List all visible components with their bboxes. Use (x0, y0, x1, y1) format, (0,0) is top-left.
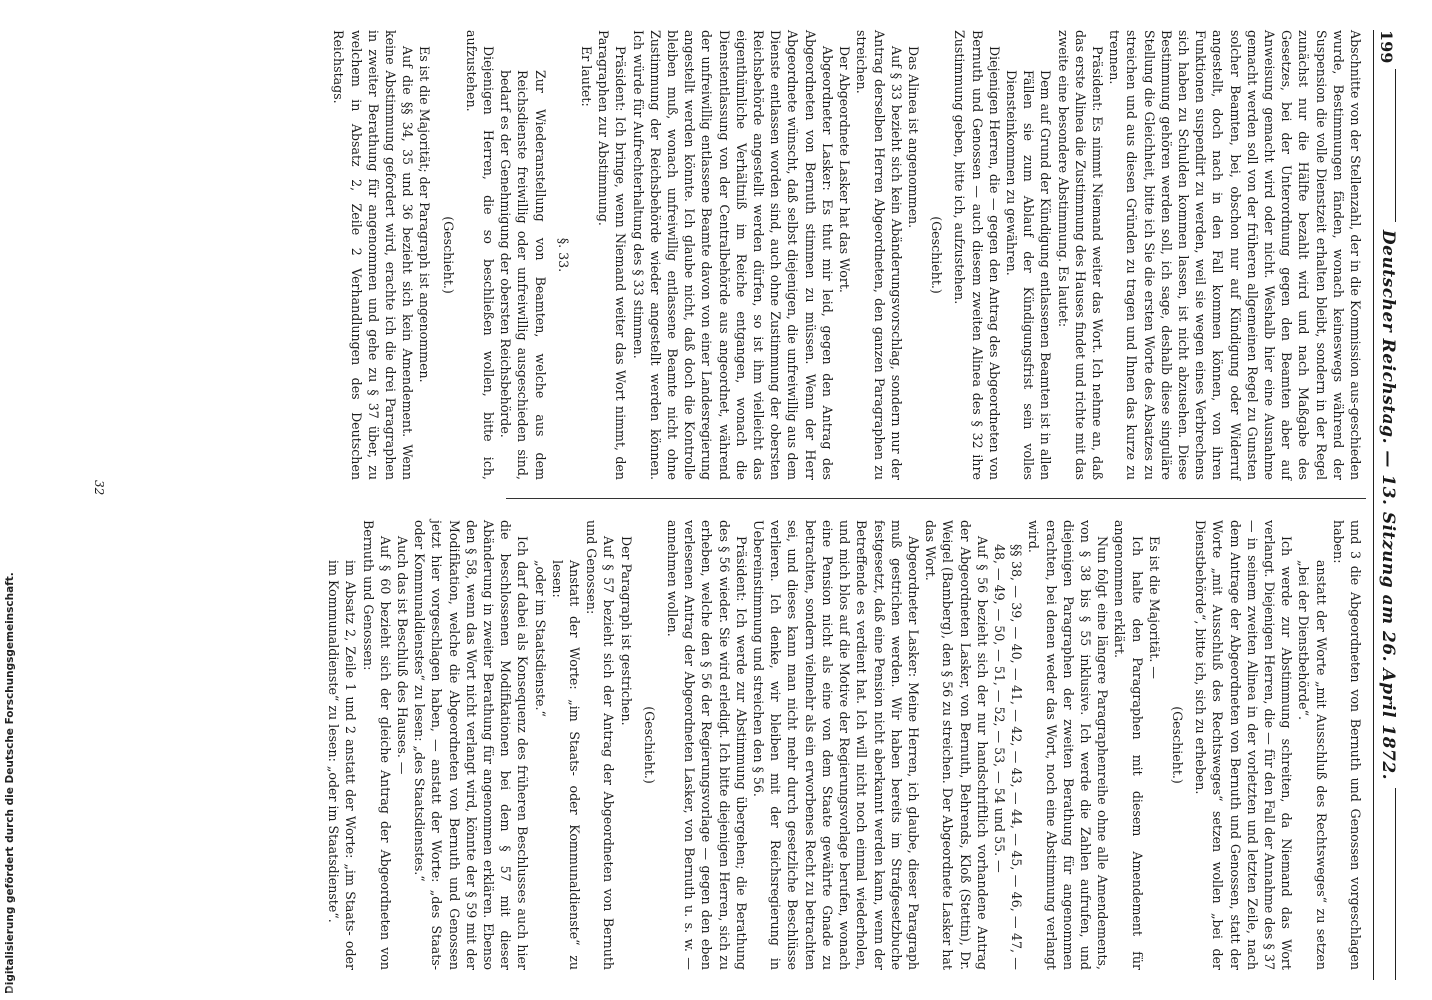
section-heading: §. 33. (555, 237, 571, 273)
quoted-paragraph: Zur Wiederanstellung von Beamten, welche aus dem Reichsdienste freiwillig oder unfreiwillig ausgeschieden sind, bedarf es der Genehmigung der obersten Reichsbehörde. (498, 70, 548, 480)
paragraph: Diejenigen Herren, die — gegen den Antrag des Abgeordneten von Bernuth und Genossen — auch diesem zweiten Alinea des § 32 ihre Zustimmung geben, bitte ich, aufzustehen. (952, 30, 1002, 480)
folio-mark: 32 (92, 480, 106, 496)
header-rule-bottom (1373, 30, 1374, 980)
paragraph: Ich werde zur Abstimmung schreiten, da Niemand das Wort verlangt. Diejenigen Herren, die — für den Fall der Annahme des § 37 — in seinem zweiten Alinea in der vorletzten und letzten Zeile, nach dem Antrage der Abgeordneten von Bernuth und Genossen, statt der Worte „mit Ausschluß des Rechtsweges“ setzen wollen „bei der Dienstbehörde“, bitte ich, sich zu erheben. (1193, 520, 1295, 970)
quoted-paragraph: Dem auf Grund der Kündigung entlassenen Beamten ist in allen Fällen sie zum Ablauf der Kündigungsfrist sein volles Diensteinkommen zu gewähren. (1003, 70, 1054, 480)
paragraph-list: §§ 38, — 39, — 40, — 41, — 42, — 43, — 44, — 45, — 46, — 47, — 48, — 49, — 50, — 51, — 52, — 53, — 54 und 55. — (991, 544, 1025, 970)
paragraph: Das Alinea ist angenommen. (905, 46, 921, 229)
interjection: (Geschieht.) (929, 216, 945, 294)
paragraph: Er lautet: (579, 46, 595, 107)
dfg-watermark (2, 572, 18, 1000)
paragraph: Auf § 60 bezieht sich der gleiche Antrag der Abgeordneten von Bernuth und Genossen: (360, 520, 393, 970)
paragraph: Nun folgt eine längere Paragraphenreihe ohne alle Amendements, von § 38 bis § 55 inklusive. Ich werde die Zahlen aufrufen, und diejenigen Paragraphen der zweiten Berathung für angenommen erachten, bei denen weder das Wort, noch eine Abstimmung verlangt wird. (1026, 520, 1111, 970)
interjection: (Geschieht.) (1169, 706, 1185, 784)
quoted-paragraph: Anstatt der Worte: „im Staats- oder Kommunaldienste“ zu lesen: (549, 560, 583, 970)
paragraph: Auf § 56 bezieht sich der nur handschriftlich vorhandene Antrag der Abgeordneten Lasker, von Bernuth, Behrends, Kloß (Stettin), Dr. Weigel (Bamberg), den § 56 zu streichen. Der Abgeordnete Lasker hat das Wort. (923, 520, 990, 970)
header-title: Deutscher Reichstag. — 13. Sitzung am 26. April 1872. (1378, 30, 1398, 980)
quoted-paragraph: „oder im Staatsdienste.“ (532, 560, 548, 717)
paragraph: und 3 die Abgeordneten von Bernuth und Genossen vorgeschlagen haben: (1330, 520, 1363, 970)
paragraph: Auf § 57 bezieht sich der Antrag der Abgeordneten von Bernuth und Genossen: (584, 520, 617, 970)
right-column (325, 520, 1364, 970)
paragraph: Es ist die Majorität. — (1146, 536, 1162, 679)
paragraph: Der Paragraph ist gestrichen. (618, 536, 634, 726)
paragraph: Abschnitte von der Stellenzahl, der in die Kommission aus-geschieden wurde, Bestimmungen fänden, wonach keineswegs während der Suspension die volle Dienstzeit erhalten bleibt, sondern in der Regel zunächst nur die Hälfte bezahlt wird und nach Maßgabe des Gesetzes, bei der Unterordnung gegen den Beamten aber auf Anweisung gemacht wird oder nicht. Weshalb hier eine Ausnahme gemacht werden soll von der früheren allgemeinen Regel zu Gunsten solcher Beamten, bei, obschon nur auf Kündigung oder Widerruf angestellt, doch nach in den Fall kommen können, von ihren Funktionen suspendirt zu werden, weil sie wegen eines Verbrechens sich haben zu Schulden kommen lassen, ist nicht abzusehen. Diese Bestimmung gehören werden soll, ich sage, deshalb diese singuläre Stellung die Gleichheit, bitte ich Sie die ersten Worte des Absatzes zu streichen und aus diesen Gründen zu tragen und Ihnen das kurze zu trennen. (1107, 30, 1363, 480)
column-divider (506, 498, 1366, 499)
paragraph: Abgeordneter Lasker: Es thut mir leid, gegen den Antrag des Abgeordneten von Bernuth stimmen zu müssen. Wenn der Herr Abgeordnete wünscht, daß selbst diejenigen, die unfreiwillig aus dem Dienste entlassen worden sind, auch ohne Zustimmung der obersten Reichsbehörde angestellt werden dürfen, so ist ihm vielleicht das eigenthümliche Verhältniß im Reiche entgangen, wonach die Dienstentlassung von der Centralbehörde aus angeordnet, während der unfreiwillig entlassene Beamte davon von einer Landesregierung angestellt werden könnte. Ich glaube nicht, daß doch die Kontrolle bleiben muß, wonach unfreiwillig entlassene Beamte nicht ohne Zustimmung der Reichsbehörde wieder angestellt werden können. Ich würde für Aufrechterhaltung des § 33 stimmen. (630, 30, 835, 480)
document-page (16, 0, 1416, 1000)
watermark-text: Digitalisierung gefördert durch die Deutsche Forschungsgemeinschaft. (4, 572, 16, 994)
quoted-paragraph: im Absatz 2, Zeile 1 und 2 anstatt der Worte: „im Staats- oder im Kommunaldienste“ zu lesen: „oder im Staatsdienste“. (326, 560, 359, 970)
page-number: 199 (1377, 30, 1396, 69)
paragraph: Ich darf dabei als Konsequenz des früheren Beschlusses auch hier die beschlossenen Modifikationen bei dem § 57 mit dieser Abänderung in zweiter Berathung für angenommen erklären. Ebenso den § 58, wenn das Wort nicht verlangt wird, könnte der § 59 mit der Modifikation, welche die Abgeordneten von Bernuth und Genossen jetzt hier vorgeschlagen haben, — anstatt der Worte: „des Staats- oder Kommunaldienstes“ zu lesen: „des Staatsdienstes.“ (412, 520, 531, 970)
page-header (1368, 30, 1408, 980)
paragraph: Auf § 33 bezieht sich kein Abänderungsvorschlag, sondern nur der Antrag derselben Herren Abgeordneten, den ganzen Paragraphen zu streichen. (854, 30, 904, 480)
paragraph: Es ist die Majorität; der Paragraph ist angenommen. (417, 46, 433, 383)
paragraph: Präsident: Ich bringe, wenn Niemand weiter das Wort nimmt, den Paragraphen zur Abstimmung. (596, 30, 629, 480)
paragraph: Der Abgeordnete Lasker hat das Wort. (837, 46, 853, 293)
paragraph: Auch das ist Beschluß des Hauses. — (395, 536, 411, 775)
paragraph: Abgeordneter Lasker: Meine Herren, ich glaube, dieser Paragraph muß gestrichen werden. Wir haben bereits im Strafgesetzbuche festgesetzt, daß eine Pension nicht aberkannt werden kann, wenn der Betreffende es verdient hat. Ich will nicht noch einmal wiederholen, und mich blos auf die Motive der Regierungsvorlage berufen, wonach eine Pension nicht als eine von dem Staate gewährte Gnade zu betrachten, sondern vielmehr als ein erworbenes Recht zu betrachten sei, und dieses kann man nicht mehr durch gesetzliche Beschlüsse verlieren. Ich denke, wir bleiben mit der Reichsregierung in Uebereinstimmung und streichen den § 56. (751, 520, 921, 970)
paragraph: Diejenigen Herren, die so beschließen wollen, bitte ich, aufzustehen. (463, 30, 497, 480)
paragraph: Ich halte den Paragraphen mit diesem Amendement für angenommen erklärt. (1112, 520, 1145, 970)
interjection: (Geschieht.) (641, 706, 657, 784)
paragraph: Präsident: Es nimmt Niemand weiter das Wort. Ich nehme an, daß das erste Alinea die Zustimmung des Hauses findet und richte mit das zweite eine besondere Abstimmung. Es lautet: (1055, 30, 1105, 480)
paragraph: Auf die §§ 34, 35 und 36 bezieht sich kein Amendement. Wenn keine Abstimmung gefordert wird, erachte ich die drei Paragraphen in zweiter Berathung für angenommen und gehe zu § 37 über, zu welchem in Absatz 2, Zeile 2 Verhandlungen des Deutschen Reichstags. (331, 30, 416, 480)
quoted-paragraph: anstatt der Worte „mit Ausschluß des Rechtsweges“ zu setzen „bei der Dienstbehörde“. (1296, 560, 1329, 970)
left-column (330, 30, 1364, 480)
interjection: (Geschieht.) (440, 216, 456, 294)
paragraph: Präsident: Ich werde zur Abstimmung übergehen; die Berathung des § 56 wieder. Sie wird erledigt. Ich bitte diejenigen Herren, sich zu erheben, welche den § 56 der Regierungsvorlage — gegen den eben verlesenen Antrag der Abgeordneten Lasker, von Bernuth u. s. w. — annehmen wollen. (665, 520, 749, 970)
